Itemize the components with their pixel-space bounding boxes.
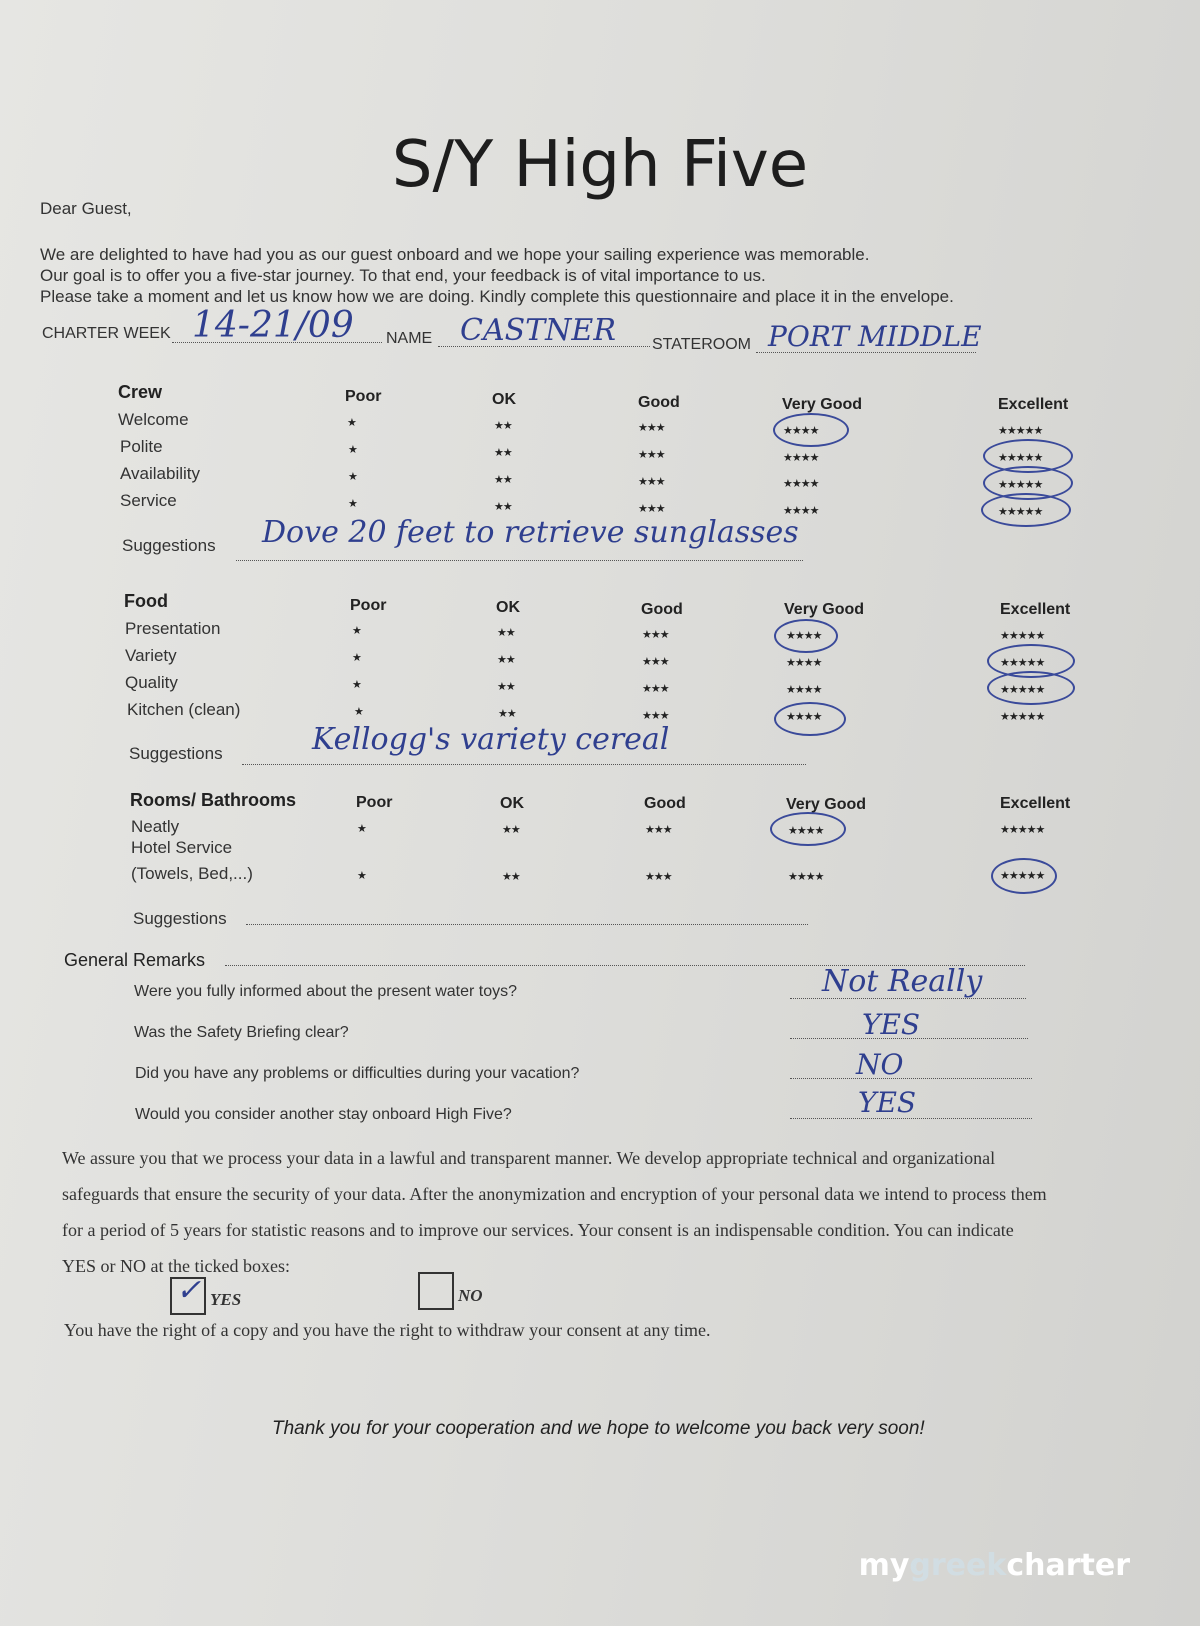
rating-option-5[interactable]: ★★★★★	[998, 452, 1043, 464]
privacy-text: for a period of 5 years for statistic reasons and to improve our services. Your consent is an indispensable condition. You can indicate	[62, 1220, 1014, 1240]
answer-field[interactable]: YES	[862, 1008, 921, 1041]
rating-row-sublabel: (Towels, Bed,...)	[131, 864, 253, 883]
selection-circle	[773, 413, 849, 447]
suggestions-label: Suggestions	[122, 536, 216, 555]
col-ok: OK	[496, 599, 520, 616]
rating-option-3[interactable]: ★★★	[642, 710, 669, 722]
rating-option-3[interactable]: ★★★	[638, 449, 665, 461]
privacy-text: We assure you that we process your data in a lawful and transparent manner. We develop appropriate technical and organizational	[62, 1148, 996, 1168]
document-title: S/Y High Five	[391, 128, 809, 202]
consent-yes-checkbox[interactable]	[170, 1273, 206, 1315]
col-excellent: Excellent	[1000, 795, 1071, 812]
rating-row-label: Variety	[125, 646, 177, 665]
watermark-part: greek	[909, 1548, 1007, 1583]
intro-line: We are delighted to have had you as our guest onboard and we hope your sailing experience was memorable.	[40, 245, 870, 264]
rating-row-label: Service	[120, 491, 177, 510]
rating-row-label: Neatly	[131, 817, 180, 836]
rating-option-4[interactable]: ★★★★	[783, 478, 819, 490]
rating-option-4[interactable]: ★★★★	[786, 684, 822, 696]
check-mark-icon: ✓	[176, 1273, 202, 1308]
rating-option-4[interactable]: ★★★★	[788, 825, 824, 837]
suggestions-label: Suggestions	[129, 744, 223, 763]
selection-circle	[774, 702, 846, 736]
answer-field[interactable]: Not Really	[822, 964, 983, 999]
charter-week-field[interactable]: 14-21/09	[192, 305, 354, 346]
name-field[interactable]: CASTNER	[460, 313, 616, 348]
rating-row-label: Quality	[125, 673, 178, 692]
answer-field[interactable]: NO	[856, 1048, 904, 1081]
col-poor: Poor	[356, 794, 393, 811]
rating-option-3[interactable]: ★★★	[642, 629, 669, 641]
rating-option-4[interactable]: ★★★★	[783, 452, 819, 464]
rating-option-1[interactable]: ★	[354, 706, 363, 718]
greeting: Dear Guest,	[40, 199, 132, 218]
rating-option-5[interactable]: ★★★★★	[998, 425, 1043, 437]
watermark-logo	[859, 1548, 1130, 1583]
rating-option-5[interactable]: ★★★★★	[1000, 684, 1045, 696]
selection-circle	[981, 493, 1071, 527]
rating-option-4[interactable]: ★★★★	[783, 425, 819, 437]
rating-option-1[interactable]: ★	[357, 823, 366, 835]
rating-row-label: Welcome	[118, 410, 189, 429]
rating-option-4[interactable]: ★★★★	[786, 630, 822, 642]
suggestions-label: Suggestions	[133, 909, 227, 928]
consent-no-checkbox[interactable]	[418, 1272, 454, 1310]
question-text: Would you consider another stay onboard High Five?	[135, 1106, 512, 1123]
answer-line	[790, 1078, 1032, 1079]
rating-option-5[interactable]: ★★★★★	[998, 479, 1043, 491]
thank-you-text: Thank you for your cooperation and we hope to welcome you back very soon!	[272, 1418, 925, 1439]
rating-option-5[interactable]: ★★★★★	[1000, 657, 1045, 669]
selection-circle	[991, 858, 1057, 894]
rating-option-1[interactable]: ★	[348, 471, 357, 483]
charter-week-label: CHARTER WEEK	[42, 325, 171, 342]
section-heading: Food	[124, 591, 168, 611]
question-text: Did you have any problems or difficulties during your vacation?	[135, 1065, 580, 1082]
rating-option-3[interactable]: ★★★	[642, 683, 669, 695]
selection-circle	[770, 812, 846, 846]
suggestions-line	[236, 560, 803, 561]
rating-option-4[interactable]: ★★★★	[788, 871, 824, 883]
col-very-good: Very Good	[786, 796, 867, 813]
col-excellent: Excellent	[998, 396, 1069, 413]
rating-option-2[interactable]: ★★	[494, 447, 512, 459]
suggestions-line	[242, 764, 806, 765]
rating-row-label: Kitchen (clean)	[127, 700, 241, 719]
col-very-good: Very Good	[782, 396, 863, 413]
section-heading: Rooms/ Bathrooms	[130, 790, 297, 810]
question-text: Were you fully informed about the present water toys?	[134, 983, 518, 1000]
rating-option-4[interactable]: ★★★★	[783, 505, 819, 517]
col-very-good: Very Good	[784, 601, 865, 618]
section-heading: Crew	[118, 382, 163, 402]
privacy-text: YES or NO at the ticked boxes:	[62, 1256, 290, 1276]
rating-option-2[interactable]: ★★	[502, 871, 520, 883]
stateroom-label: STATEROOM	[652, 336, 751, 353]
general-remarks-label: General Remarks	[64, 950, 206, 970]
col-poor: Poor	[345, 388, 382, 405]
rating-option-2[interactable]: ★★	[497, 681, 515, 693]
rating-option-4[interactable]: ★★★★	[786, 711, 822, 723]
rating-option-5[interactable]: ★★★★★	[1000, 870, 1045, 882]
rating-option-3[interactable]: ★★★	[638, 422, 665, 434]
col-ok: OK	[500, 795, 524, 812]
suggestions-field[interactable]: Dove 20 feet to retrieve sunglasses	[262, 515, 799, 550]
stateroom-field[interactable]: PORT MIDDLE	[768, 320, 982, 353]
watermark-part: my	[858, 1548, 910, 1583]
rating-row-label: Hotel Service	[131, 838, 233, 857]
selection-circle	[774, 619, 838, 653]
col-good: Good	[638, 394, 680, 411]
watermark-part: charter	[1006, 1548, 1130, 1583]
privacy-text: safeguards that ensure the security of your data. After the anonymization and encryption of your personal data we intend to process them	[62, 1184, 1047, 1204]
rating-option-3[interactable]: ★★★	[638, 476, 665, 488]
rating-option-3[interactable]: ★★★	[645, 824, 672, 836]
col-excellent: Excellent	[1000, 601, 1071, 618]
rating-option-4[interactable]: ★★★★	[786, 657, 822, 669]
question-text: Was the Safety Briefing clear?	[134, 1024, 349, 1041]
rating-option-5[interactable]: ★★★★★	[1000, 630, 1045, 642]
rating-option-2[interactable]: ★★	[494, 501, 512, 513]
selection-circle	[987, 671, 1075, 705]
rating-option-3[interactable]: ★★★	[645, 871, 672, 883]
rating-option-1[interactable]: ★	[352, 652, 361, 664]
rating-option-2[interactable]: ★★	[498, 708, 516, 720]
rating-option-3[interactable]: ★★★	[642, 656, 669, 668]
rating-option-2[interactable]: ★★	[497, 627, 515, 639]
rating-option-2[interactable]: ★★	[494, 420, 512, 432]
rating-option-3[interactable]: ★★★	[638, 503, 665, 515]
rating-option-1[interactable]: ★	[347, 417, 356, 429]
rating-option-1[interactable]: ★	[357, 870, 366, 882]
col-good: Good	[641, 601, 683, 618]
suggestions-field[interactable]: Kellogg's variety cereal	[312, 722, 670, 757]
consent-no-label: NO	[458, 1286, 483, 1305]
col-poor: Poor	[350, 597, 387, 614]
rating-option-1[interactable]: ★	[352, 625, 361, 637]
answer-field[interactable]: YES	[858, 1086, 917, 1119]
col-good: Good	[644, 795, 686, 812]
rating-row-label: Availability	[120, 464, 201, 483]
rights-text: You have the right of a copy and you have the right to withdraw your consent at any time.	[64, 1320, 711, 1340]
rating-row-label: Polite	[120, 437, 163, 456]
intro-line: Please take a moment and let us know how we are doing. Kindly complete this questionnaire and place it in the envelope.	[40, 287, 954, 306]
rating-option-2[interactable]: ★★	[502, 824, 520, 836]
rating-option-1[interactable]: ★	[352, 679, 361, 691]
intro-line: Our goal is to offer you a five-star journey. To that end, your feedback is of vital importance to us.	[40, 266, 766, 285]
rating-option-5[interactable]: ★★★★★	[1000, 711, 1045, 723]
rating-option-2[interactable]: ★★	[497, 654, 515, 666]
rating-option-5[interactable]: ★★★★★	[1000, 824, 1045, 836]
rating-option-1[interactable]: ★	[348, 444, 357, 456]
rating-option-2[interactable]: ★★	[494, 474, 512, 486]
suggestions-line	[246, 924, 808, 925]
name-label: NAME	[386, 330, 433, 347]
consent-yes-label: YES	[210, 1290, 242, 1309]
rating-option-1[interactable]: ★	[348, 498, 357, 510]
col-ok: OK	[492, 391, 516, 408]
rating-option-5[interactable]: ★★★★★	[998, 506, 1043, 518]
rating-row-label: Presentation	[125, 619, 221, 638]
